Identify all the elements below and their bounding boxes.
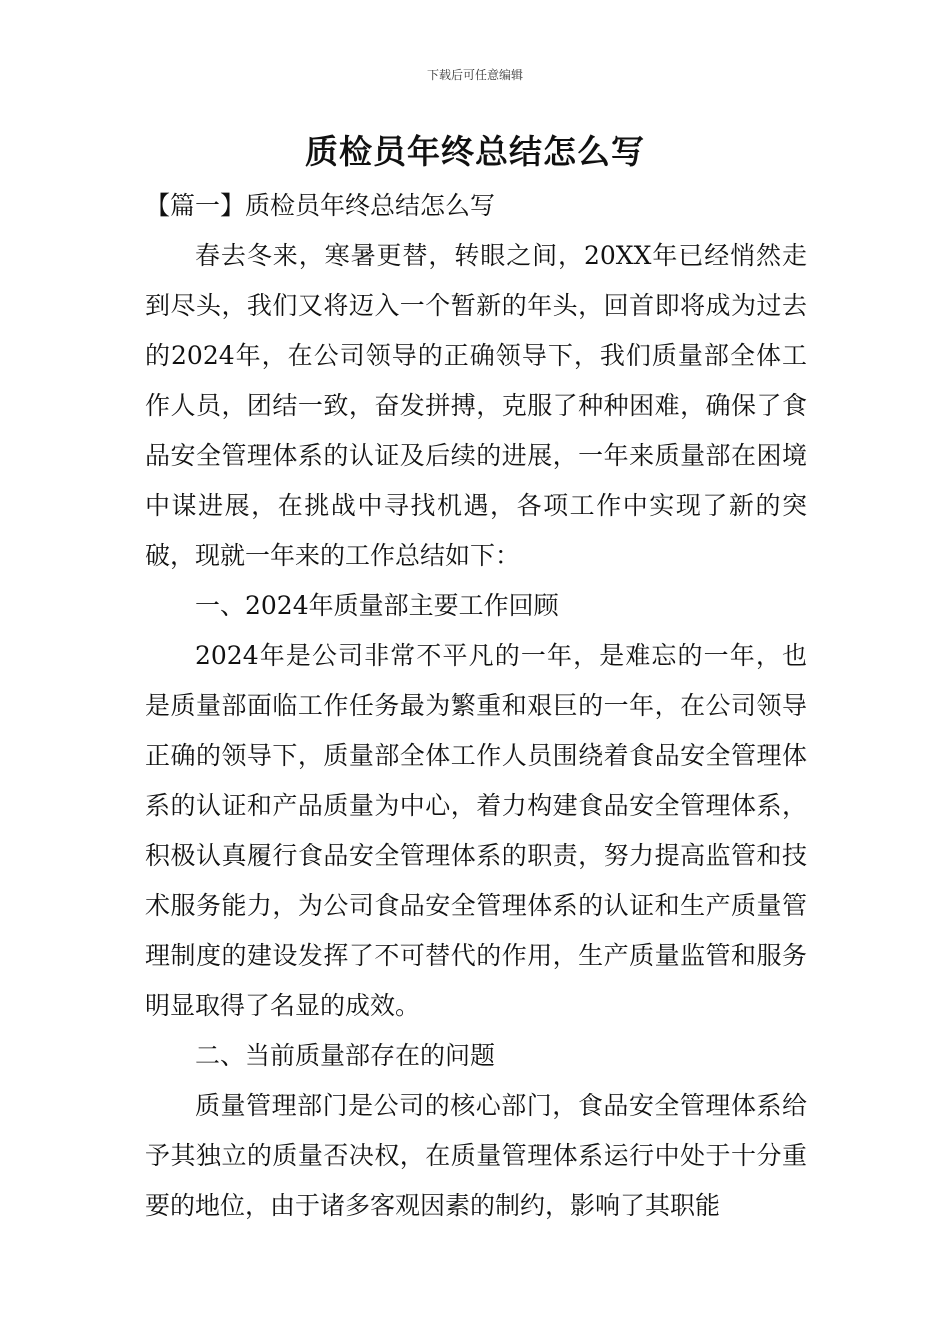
paragraph-review: 2024年是公司非常不平凡的一年，是难忘的一年，也是质量部面临工作任务最为繁重和艰巨的一年，在公司领导正确的领导下，质量部全体工作人员围绕着食品安全管理体系的认证和产品质量为中心，着力构建食品安全管理体系，积极认真履行食品安全管理体系的职责，努力提高监管和技术服务能力，为公司食品安全管理体系的认证和生产质量管理制度的建设发挥了不可替代的作用，生产质量监管和服务明显取得了名显的成效。 — [145, 641, 807, 1020]
section-heading: 【篇一】质检员年终总结怎么写 — [145, 191, 496, 220]
paragraph-intro: 春去冬来，寒暑更替，转眼之间，20XX年已经悄然走到尽头，我们又将迈入一个暂新的年头，回首即将成为过去的2024年，在公司领导的正确领导下，我们质量部全体工作人员，团结一致，奋发拼搏，克服了种种困难，确保了食品安全管理体系的认证及后续的进展，一年来质量部在困境中谋进展，在挑战中寻找机遇，各项工作中实现了新的突破，现就一年来的工作总结如下： — [145, 241, 807, 570]
paragraph-problems: 质量管理部门是公司的核心部门，食品安全管理体系给予其独立的质量否决权，在质量管理体系运行中处于十分重要的地位，由于诸多客观因素的制约，影响了其职能 — [145, 1091, 807, 1220]
subheading-problems: 二、当前质量部存在的问题 — [195, 1041, 496, 1070]
document-title: 质检员年终总结怎么写 — [305, 132, 645, 171]
header-note: 下载后可任意编辑 — [426, 68, 523, 82]
subheading-review: 一、2024年质量部主要工作回顾 — [195, 591, 559, 620]
document-body — [145, 181, 807, 1231]
